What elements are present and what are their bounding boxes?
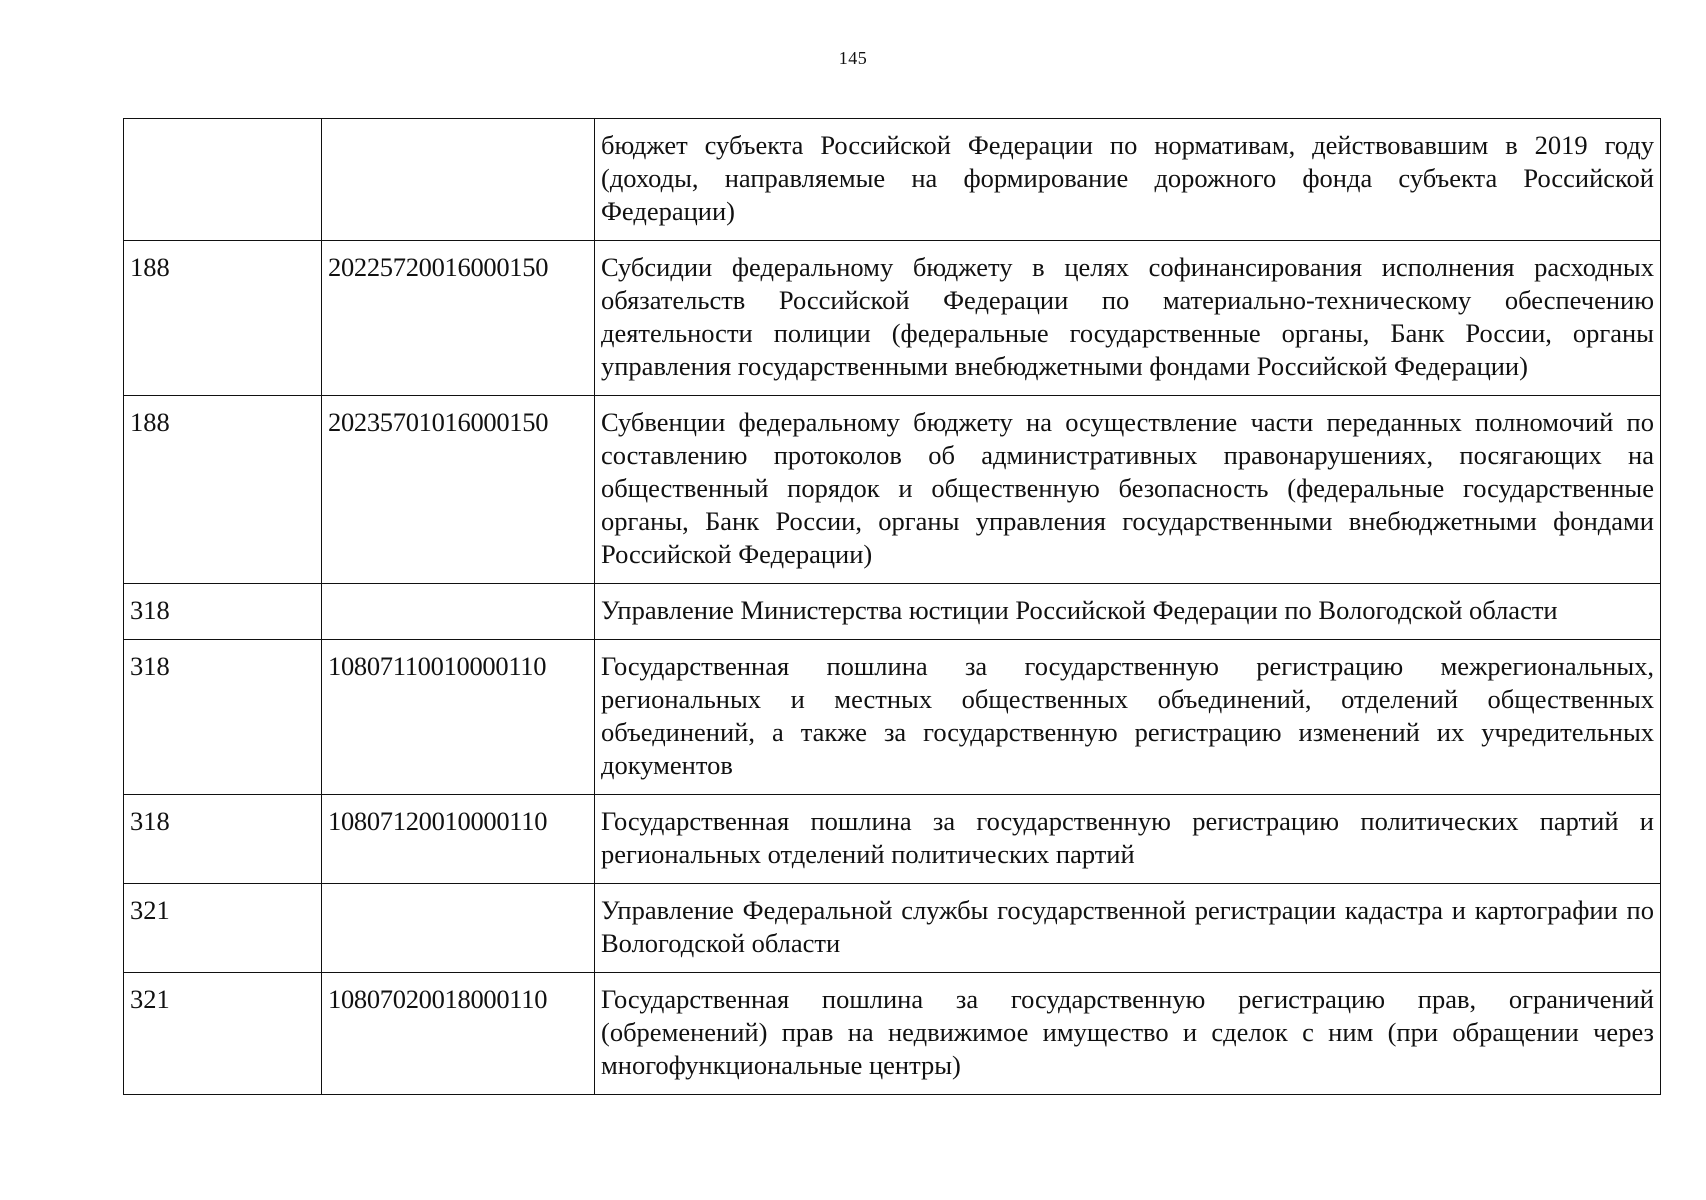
table-row (124, 795, 1661, 884)
revenue-name-cell: бюджет субъекта Российской Федерации по нормативам, действовавшим в 2019 году (доходы, направляемые на формирование дорожного фонда субъекта Российской Федерации) (595, 119, 1661, 241)
admin-code-cell: 321 (124, 884, 322, 973)
table-row (124, 884, 1661, 973)
table-row (124, 119, 1661, 241)
budget-code-cell: 20225720016000150 (322, 241, 595, 396)
table-row (124, 584, 1661, 640)
budget-code-cell: 10807020018000110 (322, 973, 595, 1095)
revenue-name-cell: Государственная пошлина за государственную регистрацию прав, ограничений (обременений) прав на недвижимое имущество и сделок с ним (при обращении через многофункциональные центры) (595, 973, 1661, 1095)
revenue-name-cell: Субсидии федеральному бюджету в целях софинансирования исполнения расходных обязательств Российской Федерации по материально-техническому обеспечению деятельности полиции (федеральные государственные органы, Банк России, органы управления государственными внебюджетными фондами Российской Федерации) (595, 241, 1661, 396)
revenue-name-cell: Субвенции федеральному бюджету на осуществление части переданных полномочий по составлению протоколов об административных правонарушениях, посягающих на общественный порядок и общественную безопасность (федеральные государственные органы, Банк России, органы управления государственными внебюджетными фондами Российской Федерации) (595, 396, 1661, 584)
revenue-name-cell: Государственная пошлина за государственную регистрацию межрегиональных, региональных и местных общественных объединений, отделений общественных объединений, а также за государственную регистрацию изменений их учредительных документов (595, 640, 1661, 795)
revenue-name-cell: Управление Министерства юстиции Российской Федерации по Вологодской области (595, 584, 1661, 640)
page-number: 145 (838, 48, 868, 68)
admin-code-cell: 188 (124, 396, 322, 584)
admin-code-cell: 321 (124, 973, 322, 1095)
budget-code-cell: 20235701016000150 (322, 396, 595, 584)
table-row (124, 973, 1661, 1095)
admin-code-cell: 318 (124, 640, 322, 795)
admin-code-cell (124, 119, 322, 241)
admin-code-cell: 188 (124, 241, 322, 396)
budget-code-cell: 10807120010000110 (322, 795, 595, 884)
table-row (124, 241, 1661, 396)
budget-code-cell: 10807110010000110 (322, 640, 595, 795)
revenue-codes-table (123, 118, 1661, 1095)
budget-code-cell (322, 584, 595, 640)
table-row (124, 396, 1661, 584)
revenue-name-cell: Государственная пошлина за государственную регистрацию политических партий и региональных отделений политических партий (595, 795, 1661, 884)
budget-code-cell (322, 884, 595, 973)
revenue-name-cell: Управление Федеральной службы государственной регистрации кадастра и картографии по Вологодской области (595, 884, 1661, 973)
budget-code-cell (322, 119, 595, 241)
admin-code-cell: 318 (124, 795, 322, 884)
admin-code-cell: 318 (124, 584, 322, 640)
table-row (124, 640, 1661, 795)
